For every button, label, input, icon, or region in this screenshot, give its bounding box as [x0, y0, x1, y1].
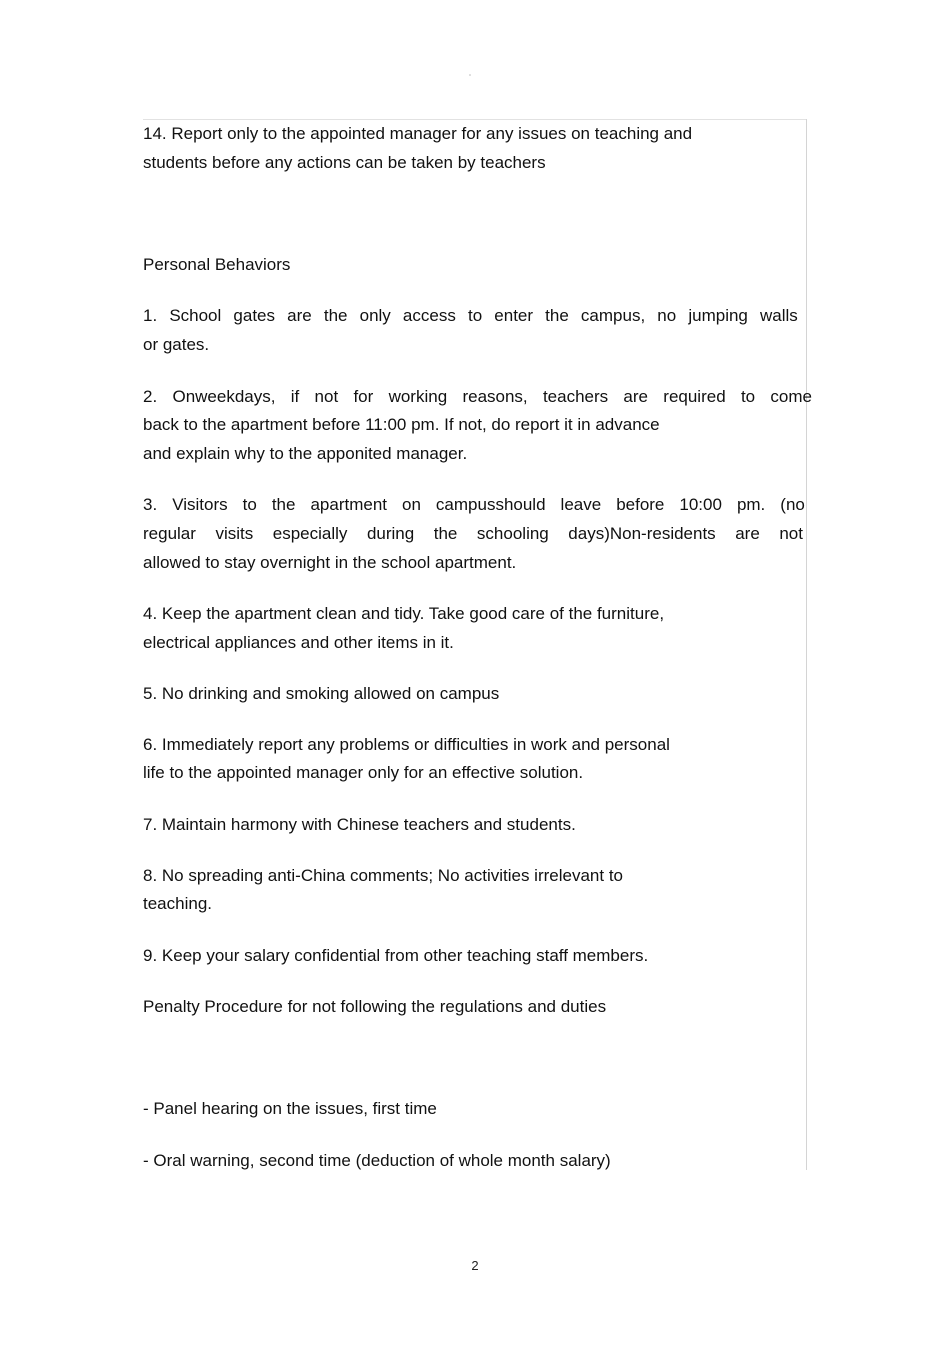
rule3-line3: allowed to stay overnight in the school apartment. — [143, 553, 517, 572]
section-title-personal-behaviors: Personal Behaviors — [143, 255, 291, 274]
word: access — [402, 306, 456, 325]
word: reasons, — [462, 387, 528, 406]
word: regular — [143, 524, 196, 543]
word: the — [545, 306, 569, 325]
word: Onweekdays, — [172, 387, 276, 406]
word: gates — [233, 306, 276, 325]
rule6-line1: 6. Immediately report any problems or difficulties in work and personal — [143, 735, 670, 754]
word: especially — [272, 524, 348, 543]
word: if — [290, 387, 300, 406]
word: 10:00 — [679, 495, 722, 514]
item14-line2: students before any actions can be taken by teachers — [143, 153, 546, 172]
word: pm. — [736, 495, 766, 514]
word: to — [467, 306, 483, 325]
rule7-line: 7. Maintain harmony with Chinese teachers and students. — [143, 815, 576, 834]
word: School — [169, 306, 222, 325]
word: are — [287, 306, 312, 325]
word: the — [271, 495, 296, 514]
penalty-item-1: - Panel hearing on the issues, first time — [143, 1099, 437, 1118]
rule1-line2: or gates. — [143, 335, 210, 354]
rule5-line: 5. No drinking and smoking allowed on campus — [143, 684, 500, 703]
word: campusshould — [435, 495, 546, 514]
header-mark: ° — [469, 74, 471, 80]
word: visits — [215, 524, 254, 543]
frame-top-border — [143, 119, 807, 120]
rule9-line: 9. Keep your salary confidential from other teaching staff members. — [143, 946, 649, 965]
page-number: 2 — [471, 1258, 479, 1273]
rule8-line1: 8. No spreading anti-China comments; No activities irrelevant to — [143, 866, 623, 885]
word: the — [433, 524, 458, 543]
word: only — [359, 306, 391, 325]
rule4-line1: 4. Keep the apartment clean and tidy. Take good care of the furniture, — [143, 604, 665, 623]
penalty-title: Penalty Procedure for not following the regulations and duties — [143, 997, 607, 1016]
rule2-line1 — [143, 387, 812, 407]
word: 2. — [143, 387, 158, 406]
word: to — [740, 387, 756, 406]
word: the — [323, 306, 348, 325]
frame-right-border — [806, 119, 807, 1170]
word: jumping — [688, 306, 748, 325]
rule3-line1 — [143, 495, 805, 515]
word: schooling — [476, 524, 549, 543]
word: Visitors — [172, 495, 228, 514]
penalty-item-2: - Oral warning, second time (deduction of whole month salary) — [143, 1151, 611, 1170]
word: on — [402, 495, 421, 514]
word: enter — [494, 306, 534, 325]
word: before — [616, 495, 665, 514]
word: are — [735, 524, 760, 543]
rule2-line2: back to the apartment before 11:00 pm. If not, do report it in advance — [143, 415, 660, 434]
word: no — [657, 306, 677, 325]
word: (no — [780, 495, 805, 514]
word: 1. — [143, 306, 158, 325]
word: teachers — [542, 387, 609, 406]
word: not — [779, 524, 803, 543]
word: working — [388, 387, 448, 406]
word: leave — [560, 495, 602, 514]
rule4-line2: electrical appliances and other items in it. — [143, 633, 454, 652]
word: during — [366, 524, 415, 543]
word: are — [623, 387, 648, 406]
word: to — [242, 495, 257, 514]
word: not — [314, 387, 339, 406]
word: 3. — [143, 495, 158, 514]
word: required — [663, 387, 726, 406]
word: come — [770, 387, 812, 406]
word: campus, — [580, 306, 646, 325]
rule1-line1 — [143, 306, 798, 326]
word: walls — [760, 306, 798, 325]
rule6-line2: life to the appointed manager only for an effective solution. — [143, 763, 584, 782]
rule2-line3: and explain why to the apponited manager. — [143, 444, 468, 463]
word: apartment — [310, 495, 387, 514]
rule8-line2: teaching. — [143, 894, 212, 913]
word: days)Non-residents — [568, 524, 716, 543]
word: for — [353, 387, 374, 406]
item14-line1: 14. Report only to the appointed manager for any issues on teaching and — [143, 124, 693, 143]
rule3-line2 — [143, 524, 803, 544]
